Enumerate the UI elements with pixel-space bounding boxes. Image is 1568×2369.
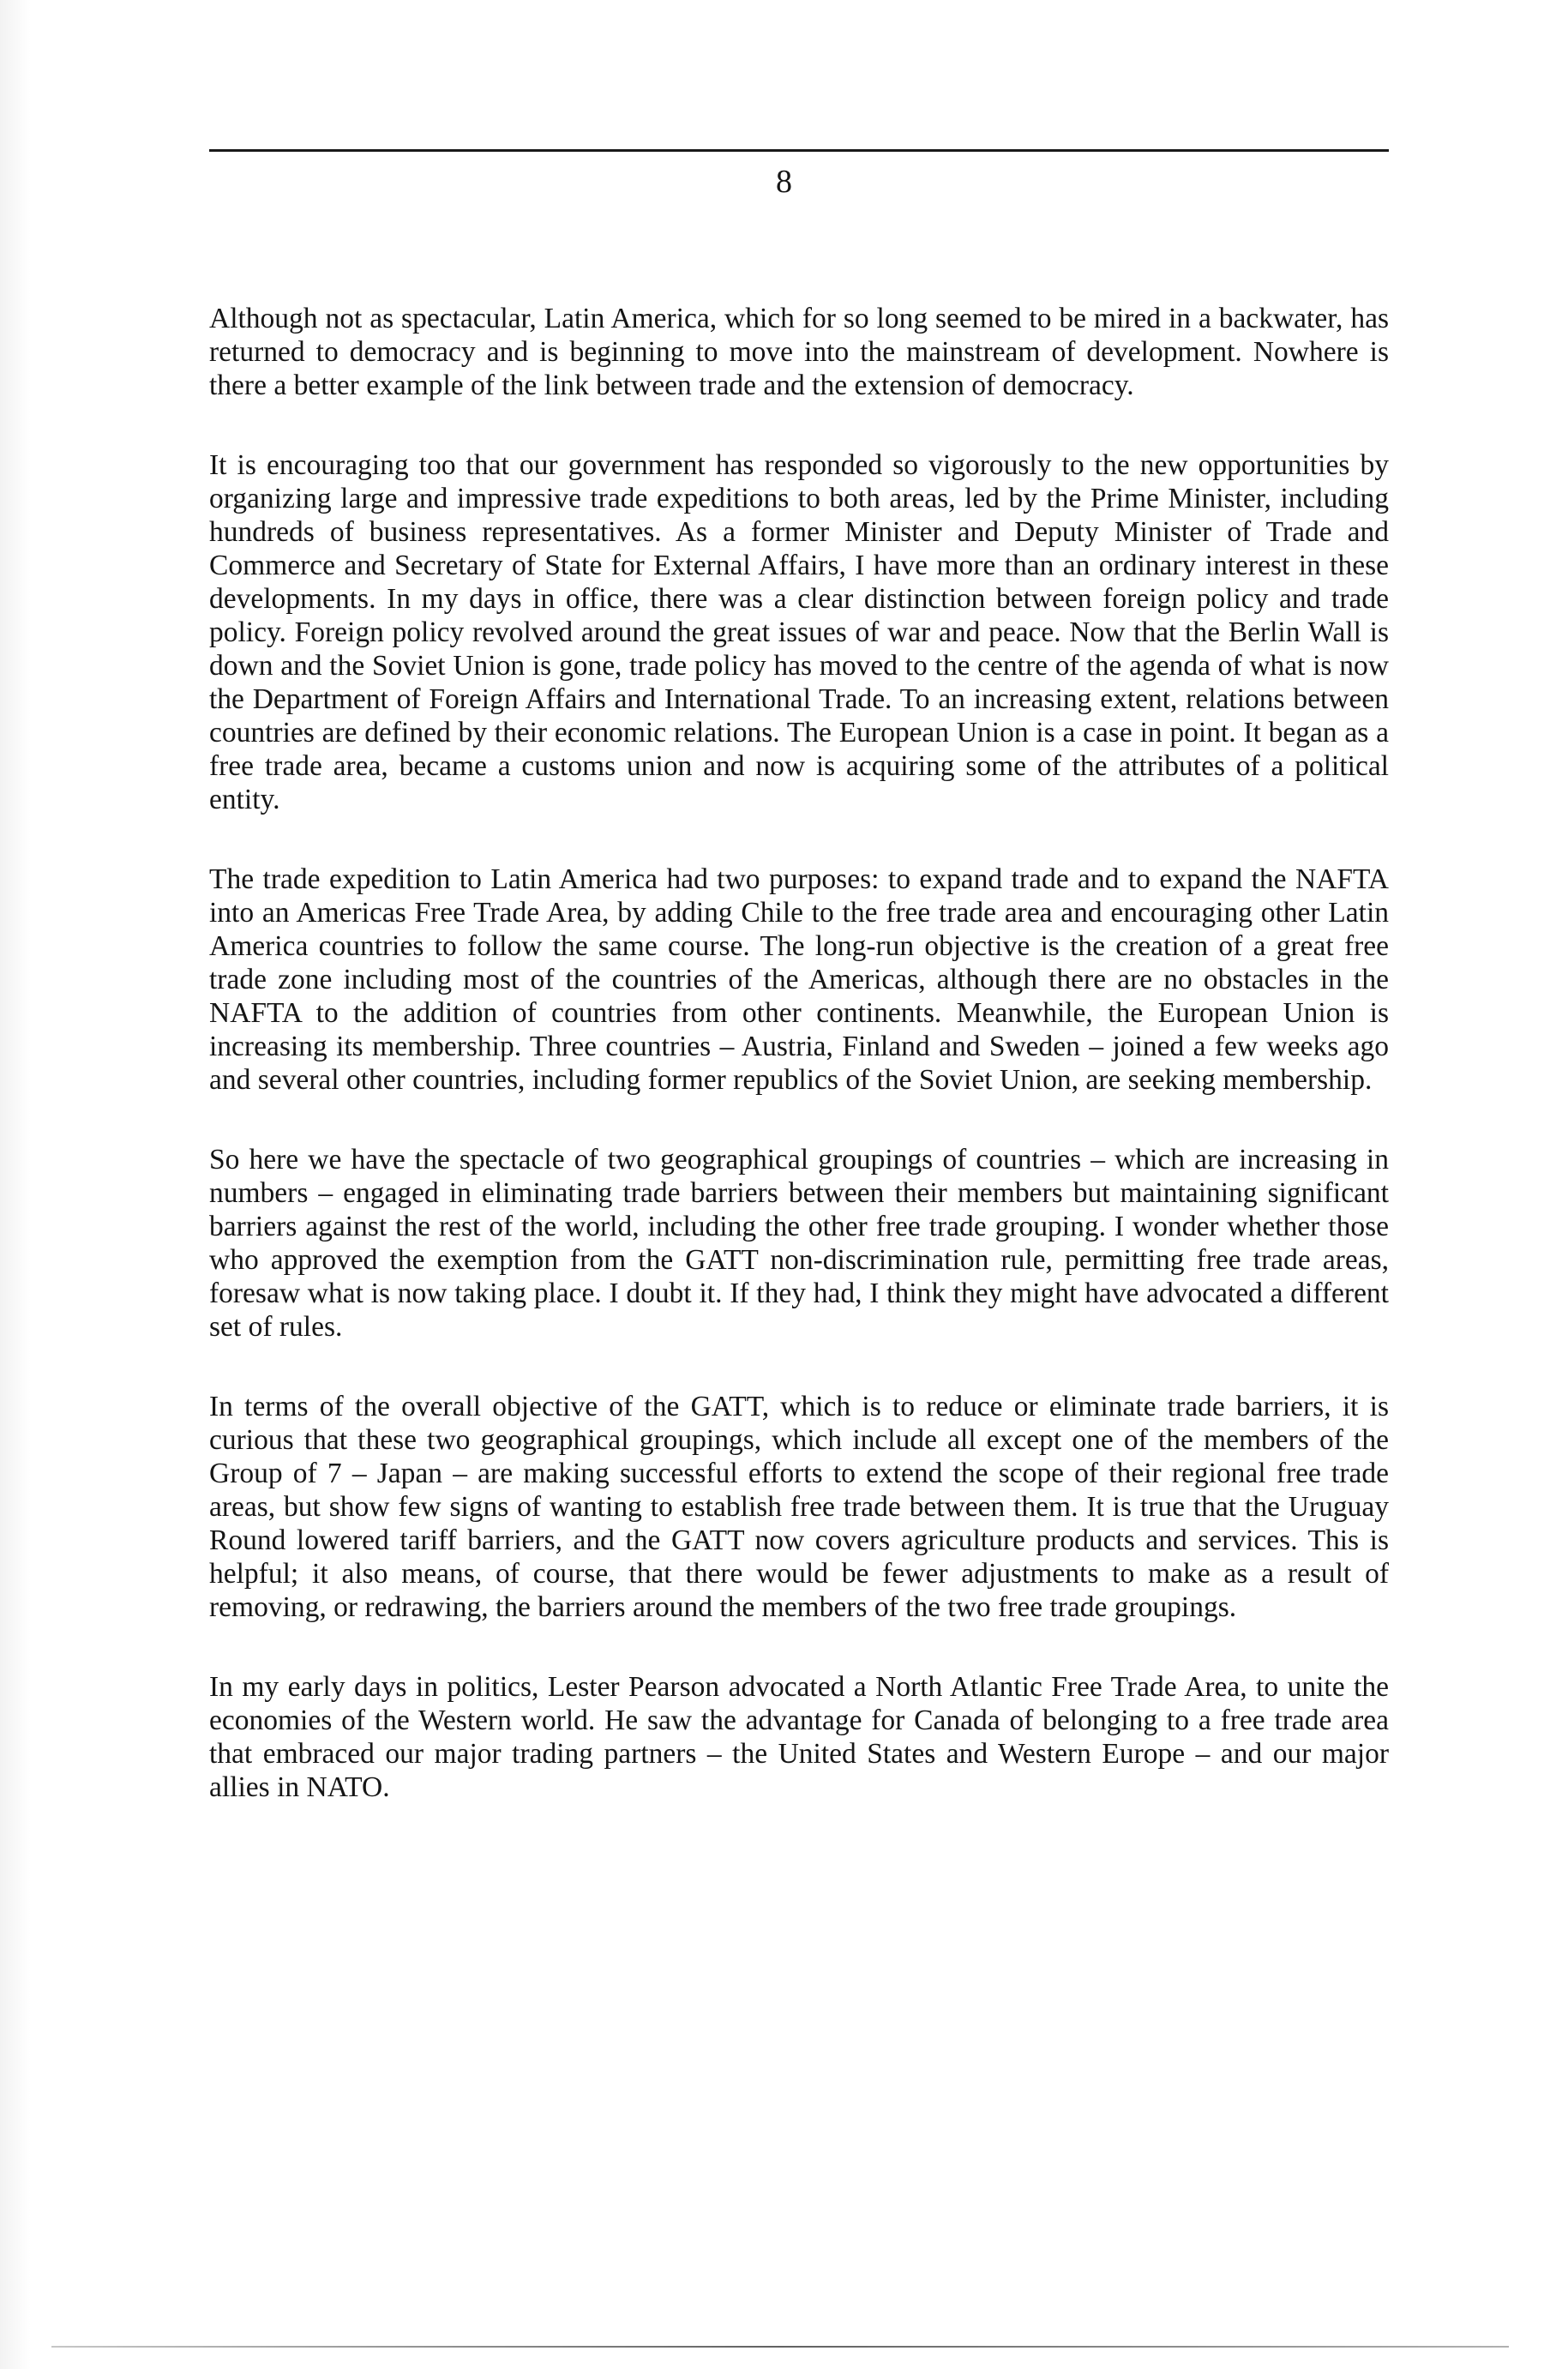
page-number: 8 [776,164,792,200]
paragraph-3: The trade expedition to Latin America had two purposes: to expand trade and to expand the NAFTA into an Americas Free Trade Area, by adding Chile to the free trade area and encouraging other Latin America countries to follow the same course. The long-run objective is the creation of a great free trade zone including most of the countries of the Americas, although there are no obstacles in the NAFTA to the addition of countries from other continents. Meanwhile, the European Union is increasing its membership. Three countries – Austria, Finland and Sweden – joined a few weeks ago and several other countries, including former republics of the Soviet Union, are seeking membership. [209,863,1389,1096]
body-text [209,302,1389,1850]
paragraph-6: In my early days in politics, Lester Pearson advocated a North Atlantic Free Trade Area, to unite the economies of the Western world. He saw the advantage for Canada of belonging to a free trade area that embraced our major trading partners – the United States and Western Europe – and our major allies in NATO. [209,1671,1389,1803]
footer-rule [51,2346,1509,2348]
paragraph-2: It is encouraging too that our government has responded so vigorously to the new opportunities by organizing large and impressive trade expeditions to both areas, led by the Prime Minister, including hundreds of business representatives. As a former Minister and Deputy Minister of Trade and Commerce and Secretary of State for External Affairs, I have more than an ordinary interest in these developments. In my days in office, there was a clear distinction between foreign policy and trade policy. Foreign policy revolved around the great issues of war and peace. Now that the Berlin Wall is down and the Soviet Union is gone, trade policy has moved to the centre of the agenda of what is now the Department of Foreign Affairs and International Trade. To an increasing extent, relations between countries are defined by their economic relations. The European Union is a case in point. It began as a free trade area, became a customs union and now is acquiring some of the attributes of a political entity. [209,449,1389,815]
paragraph-5: In terms of the overall objective of the GATT, which is to reduce or eliminate trade barriers, it is curious that these two geographical groupings, which include all except one of the members of the Group of 7 – Japan – are making successful efforts to extend the scope of their regional free trade areas, but show few signs of wanting to establish free trade between them. It is true that the Uruguay Round lowered tariff barriers, and the GATT now covers agriculture products and services. This is helpful; it also means, of course, that there would be fewer adjustments to make as a result of removing, or redrawing, the barriers around the members of the two free trade groupings. [209,1391,1389,1623]
scan-edge-shadow [0,0,31,2369]
paragraph-1: Although not as spectacular, Latin America, which for so long seemed to be mired in a backwater, has returned to democracy and is beginning to move into the mainstream of development. Nowhere is there a better example of the link between trade and the extension of democracy. [209,303,1389,401]
paragraph-4: So here we have the spectacle of two geographical groupings of countries – which are increasing in numbers – engaged in eliminating trade barriers between their members but maintaining significant barriers against the rest of the world, including the other free trade grouping. I wonder whether those who approved the exemption from the GATT non-discrimination rule, permitting free trade areas, foresaw what is now taking place. I doubt it. If they had, I think they might have advocated a different set of rules. [209,1144,1389,1343]
header-rule [209,149,1389,152]
